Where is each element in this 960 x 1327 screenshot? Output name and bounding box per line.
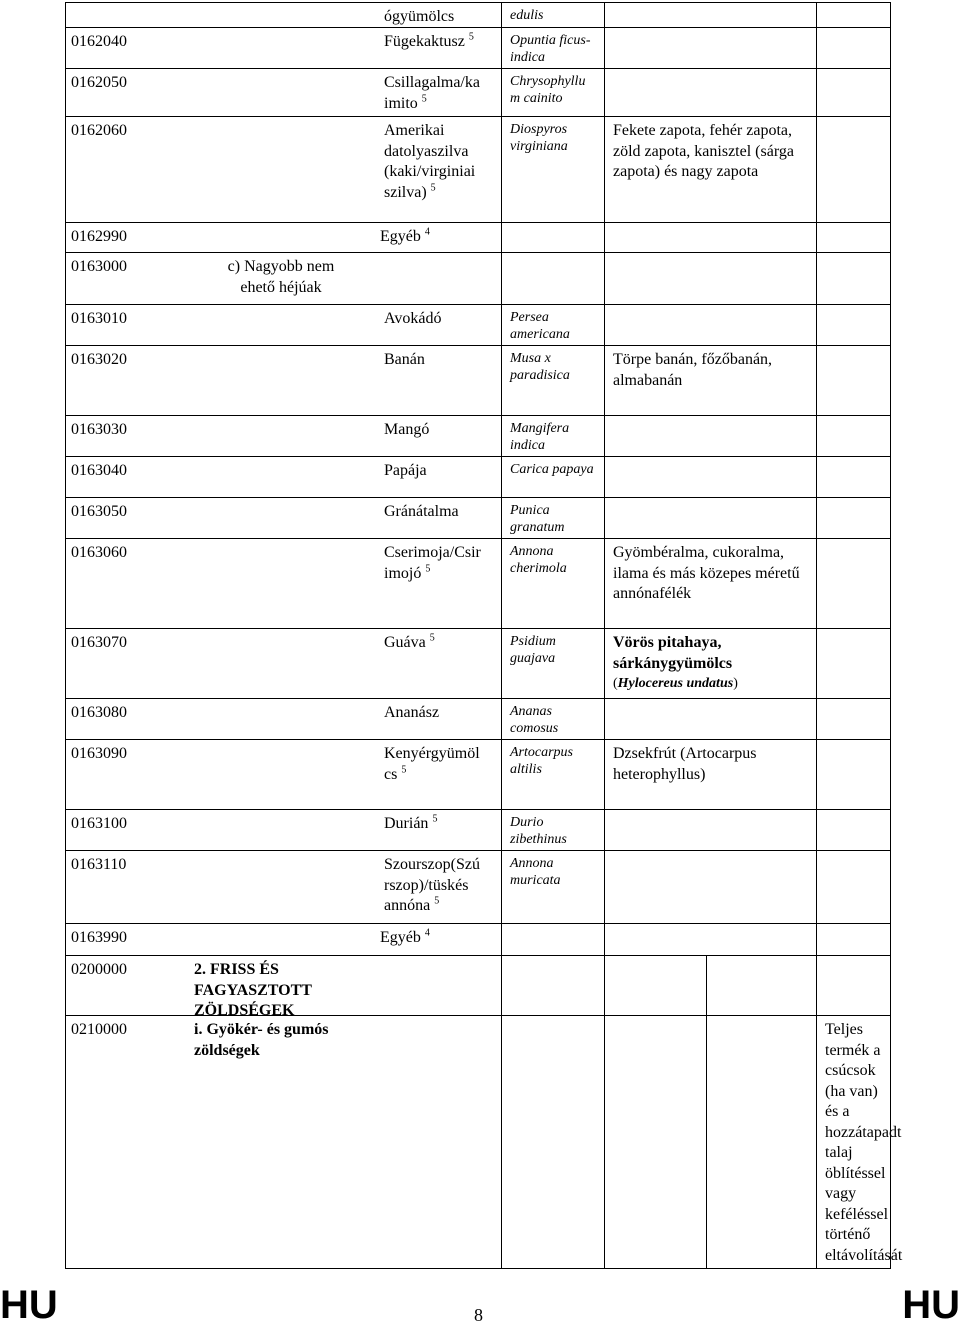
other-products-note: Gyömbéralma, cukoralma, ilama és más közepes méretű annónafélék bbox=[605, 539, 817, 629]
table-row bbox=[66, 253, 891, 305]
scientific-name: Psidium guajava bbox=[502, 629, 605, 699]
product-name-text: Fügekaktusz bbox=[384, 33, 465, 50]
code-name-cell bbox=[66, 305, 502, 346]
footnote-ref: 5 bbox=[432, 813, 438, 825]
other-products-note bbox=[605, 851, 817, 924]
table-row bbox=[66, 223, 891, 253]
product-name-text: Kenyérgyümöl cs bbox=[384, 745, 480, 783]
empty-cell bbox=[502, 1016, 605, 1269]
treatment-note: Teljes termék a csúcsok (ha van) és a hozzátapadt talaj öblítéssel vagy keféléssel történő eltávolítását bbox=[817, 1016, 891, 1269]
footnote-ref: 5 bbox=[430, 182, 436, 194]
code-name-cell bbox=[66, 740, 502, 810]
code-name-cell bbox=[66, 924, 502, 956]
code-name-cell bbox=[66, 28, 502, 69]
scientific-name: Annona muricata bbox=[502, 851, 605, 924]
code-text: 0162050 bbox=[71, 74, 127, 91]
scientific-name: Chrysophyllu m cainito bbox=[502, 69, 605, 117]
product-name bbox=[384, 73, 494, 114]
scientific-name: Ananas comosus bbox=[502, 699, 605, 740]
table-row bbox=[66, 346, 891, 416]
product-name bbox=[384, 350, 494, 371]
product-name bbox=[384, 32, 494, 53]
other-products-note: Dzsekfrút (Artocarpus heterophyllus) bbox=[605, 740, 817, 810]
scientific-name bbox=[502, 253, 605, 305]
other-products-note bbox=[605, 457, 817, 498]
product-name-text: Csillagalma/ka imito bbox=[384, 74, 480, 112]
empty-cell bbox=[817, 740, 891, 810]
code-name-cell bbox=[66, 416, 502, 457]
code-name-cell bbox=[66, 223, 502, 253]
table-row bbox=[66, 699, 891, 740]
page-number: 8 bbox=[474, 1305, 483, 1325]
other-products-note bbox=[605, 810, 817, 851]
product-name-text: Amerikai datolyaszilva (kaki/virginiai szilva) bbox=[384, 122, 476, 201]
other-products-note: Törpe banán, főzőbanán, almabanán bbox=[605, 346, 817, 416]
other-products-note bbox=[605, 699, 817, 740]
code-name-cell bbox=[66, 956, 502, 1019]
other-products-note bbox=[605, 69, 817, 117]
scientific-name: Durio zibethinus bbox=[502, 810, 605, 851]
code-text: 0163030 bbox=[71, 421, 127, 438]
product-name bbox=[384, 309, 494, 330]
empty-cell bbox=[817, 810, 891, 851]
scientific-name: Carica papaya bbox=[502, 457, 605, 498]
empty-cell bbox=[817, 223, 891, 253]
code-text: 0162040 bbox=[71, 33, 127, 50]
product-name bbox=[384, 502, 494, 523]
code-name-cell bbox=[66, 253, 502, 305]
code-text: 0163080 bbox=[71, 704, 127, 721]
category-label: c) Nagyobb nem ehető héjúak bbox=[227, 258, 335, 296]
product-name-text: ógyümölcs bbox=[384, 8, 455, 25]
scientific-name bbox=[502, 924, 605, 956]
other-products-note bbox=[605, 416, 817, 457]
footnote-ref: 4 bbox=[424, 226, 430, 238]
empty-cell bbox=[817, 924, 891, 956]
footnote-ref: 4 bbox=[424, 927, 430, 939]
product-name bbox=[384, 121, 494, 203]
other-products-note bbox=[605, 498, 817, 539]
other-products-note bbox=[605, 28, 817, 69]
code-text: 0163020 bbox=[71, 351, 127, 368]
table-row bbox=[66, 851, 891, 924]
empty-cell bbox=[605, 1016, 707, 1269]
scientific-name bbox=[502, 223, 605, 253]
empty-cell bbox=[817, 629, 891, 699]
empty-cell bbox=[817, 3, 891, 28]
code-text: 0163090 bbox=[71, 745, 127, 762]
code-text: 0163990 bbox=[71, 929, 127, 946]
code-name-cell bbox=[66, 629, 502, 699]
code-name-cell bbox=[66, 69, 502, 117]
product-name-text: Szourszop(Szú rszop)/tüskés annóna bbox=[384, 856, 480, 914]
code-name-cell bbox=[66, 3, 502, 28]
product-name-text: Durián bbox=[384, 815, 429, 832]
code-text: 0162060 bbox=[71, 122, 127, 139]
code-text: 0162990 bbox=[71, 228, 127, 245]
product-name-text: Guáva bbox=[384, 634, 426, 651]
code-text: 0163070 bbox=[71, 634, 127, 651]
table-row bbox=[66, 810, 891, 851]
product-name bbox=[380, 227, 490, 248]
footer-country-left: HU bbox=[0, 1283, 58, 1327]
product-name bbox=[384, 855, 494, 917]
code-text: 0163100 bbox=[71, 815, 127, 832]
table-row bbox=[66, 539, 891, 629]
scientific-name: Diospyros virginiana bbox=[502, 117, 605, 223]
other-products-note: Fekete zapota, fehér zapota, zöld zapota, kanisztel (sárga zapota) és nagy zapota bbox=[605, 117, 817, 223]
product-name-text: Papája bbox=[384, 462, 427, 479]
scientific-name: Punica granatum bbox=[502, 498, 605, 539]
note-sci-wrap: (Hylocereus undatus) bbox=[613, 676, 738, 691]
code-text: 0163060 bbox=[71, 544, 127, 561]
other-products-note bbox=[605, 253, 817, 305]
empty-cell bbox=[817, 346, 891, 416]
empty-cell bbox=[817, 253, 891, 305]
product-name bbox=[384, 7, 494, 28]
code-text: 0200000 bbox=[71, 961, 127, 978]
product-name-text: Ananász bbox=[384, 704, 440, 721]
empty-cell bbox=[817, 851, 891, 924]
product-name bbox=[384, 744, 494, 785]
product-name bbox=[380, 928, 490, 949]
table-row bbox=[66, 629, 891, 699]
product-name-text: Gránátalma bbox=[384, 503, 459, 520]
table-row bbox=[66, 416, 891, 457]
product-name-text: Cserimoja/Csir imojó bbox=[384, 544, 481, 582]
product-name bbox=[384, 633, 494, 654]
footer-country-right: HU bbox=[902, 1283, 960, 1327]
code-text: 0210000 bbox=[71, 1021, 127, 1038]
footnote-ref: 5 bbox=[434, 895, 440, 907]
empty-cell bbox=[817, 117, 891, 223]
other-products-note bbox=[605, 924, 817, 956]
empty-cell bbox=[817, 539, 891, 629]
footnote-ref: 5 bbox=[429, 632, 435, 644]
table-row bbox=[66, 498, 891, 539]
section-heading: 2. FRISS ÉS FAGYASZTOTT ZÖLDSÉGEK bbox=[194, 961, 312, 1019]
footnote-ref: 5 bbox=[468, 31, 474, 43]
code-text: 0163010 bbox=[71, 310, 127, 327]
product-name bbox=[384, 703, 494, 724]
code-name-cell bbox=[66, 457, 502, 498]
table-row bbox=[66, 305, 891, 346]
product-name-text: Egyéb bbox=[380, 228, 421, 245]
table-row bbox=[66, 69, 891, 117]
empty-cell bbox=[707, 956, 817, 1016]
empty-cell bbox=[817, 956, 891, 1016]
table-row bbox=[66, 3, 891, 28]
product-name-text: Mangó bbox=[384, 421, 430, 438]
empty-cell bbox=[817, 416, 891, 457]
empty-cell bbox=[817, 457, 891, 498]
code-name-cell bbox=[66, 699, 502, 740]
scientific-name: Opuntia ficus-indica bbox=[502, 28, 605, 69]
product-name bbox=[384, 543, 494, 584]
other-products-note bbox=[605, 305, 817, 346]
table-row bbox=[66, 956, 891, 1016]
empty-cell bbox=[817, 28, 891, 69]
scientific-name: Annona cherimola bbox=[502, 539, 605, 629]
other-products-note bbox=[605, 3, 817, 28]
product-name-text: Egyéb bbox=[380, 929, 421, 946]
table-row bbox=[66, 28, 891, 69]
scientific-name: Artocarpus altilis bbox=[502, 740, 605, 810]
product-name-text: Avokádó bbox=[384, 310, 442, 327]
code-name-cell bbox=[66, 810, 502, 851]
empty-cell bbox=[817, 69, 891, 117]
scientific-name: Persea americana bbox=[502, 305, 605, 346]
empty-cell bbox=[707, 1016, 817, 1269]
empty-cell bbox=[605, 956, 707, 1016]
empty-cell bbox=[502, 956, 605, 1016]
other-products-note bbox=[605, 629, 817, 699]
scientific-name: edulis bbox=[502, 3, 605, 28]
empty-cell bbox=[817, 699, 891, 740]
note-sci: Hylocereus undatus bbox=[617, 676, 734, 691]
product-name-text: Banán bbox=[384, 351, 425, 368]
code-text: 0163110 bbox=[71, 856, 127, 873]
product-table bbox=[65, 2, 903, 1269]
code-text: 0163040 bbox=[71, 462, 127, 479]
footnote-ref: 5 bbox=[401, 764, 407, 776]
code-name-cell bbox=[66, 117, 502, 223]
code-text: 0163000 bbox=[71, 258, 127, 275]
scientific-name: Musa x paradisica bbox=[502, 346, 605, 416]
code-name-cell bbox=[66, 1016, 502, 1269]
product-name bbox=[384, 461, 494, 482]
scientific-name: Mangifera indica bbox=[502, 416, 605, 457]
code-name-cell bbox=[66, 498, 502, 539]
code-name-cell bbox=[66, 346, 502, 416]
code-text: 0163050 bbox=[71, 503, 127, 520]
code-name-cell bbox=[66, 539, 502, 629]
note-bold: Vörös pitahaya, sárkánygyümölcs bbox=[613, 634, 733, 672]
section-heading: i. Gyökér- és gumós zöldségek bbox=[194, 1021, 329, 1059]
table-row bbox=[66, 457, 891, 498]
product-name bbox=[384, 814, 494, 835]
footnote-ref: 5 bbox=[425, 563, 431, 575]
other-products-note bbox=[605, 223, 817, 253]
table-row bbox=[66, 924, 891, 956]
table-row bbox=[66, 117, 891, 223]
code-name-cell bbox=[66, 851, 502, 924]
product-name bbox=[384, 420, 494, 441]
empty-cell bbox=[817, 498, 891, 539]
table-row bbox=[66, 1016, 891, 1269]
table-row bbox=[66, 740, 891, 810]
footnote-ref: 5 bbox=[421, 93, 427, 105]
empty-cell bbox=[817, 305, 891, 346]
